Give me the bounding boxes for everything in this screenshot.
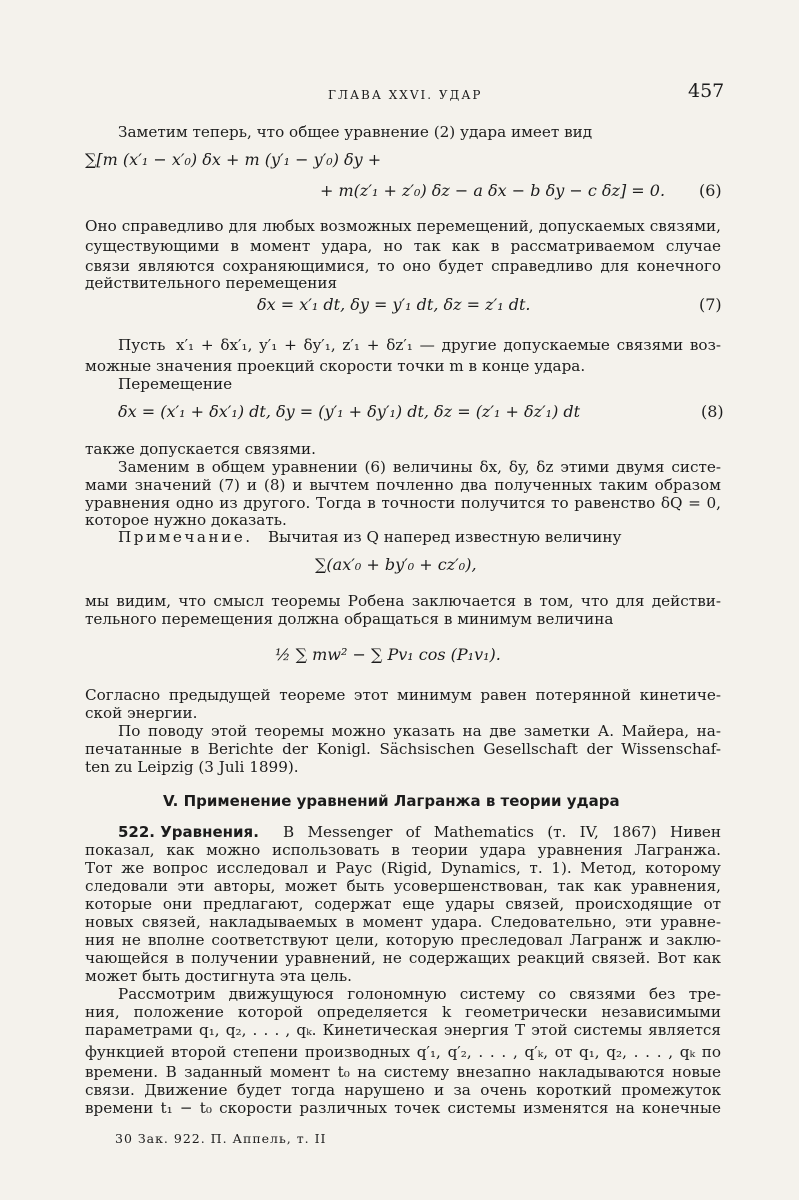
equation-known-sum: ∑(ax′₀ + by′₀ + cz′₀), xyxy=(315,555,477,574)
text-line: существующими в момент удара, но так как в рассматриваемом случае xyxy=(85,237,721,255)
text-fragment: Пусть xyxy=(118,336,166,354)
text-line: следовали эти авторы, может быть усовершенствован, так как уравнения, xyxy=(85,877,721,895)
text-line: Вычитая из Q наперед известную величину xyxy=(268,528,622,546)
text-line: Перемещение xyxy=(118,375,233,393)
text-line: Заметим теперь, что общее уравнение (2) удара имеет вид xyxy=(118,123,593,141)
text-line: времени. В заданный момент t₀ на систему внезапно накладываются новые xyxy=(85,1063,721,1081)
text-line: также допускается связями. xyxy=(85,440,316,458)
text-line: связи являются сохраняющимися, то оно будет справедливо для конечного xyxy=(85,257,721,275)
equation-6-line-1: ∑[m (x′₁ − x′₀) δx + m (y′₁ − y′₀) δy + xyxy=(85,150,382,169)
running-title: ГЛАВА XXVI. УДАР xyxy=(328,88,483,102)
text-line: ten zu Leipzig (3 Juli 1899). xyxy=(85,758,299,776)
text-line: печатанные в Berichte der Konigl. Sächsischen Gesellschaft der Wissenschaf- xyxy=(85,740,721,758)
text-line: тельного перемещения должна обращаться в минимум величина xyxy=(85,610,614,628)
text-line: ния не вполне соответствуют цели, которую преследовал Лагранж и заклю- xyxy=(85,931,721,949)
text-line: ской энергии. xyxy=(85,704,198,722)
text-line: мы видим, что смысл теоремы Робена заключается в том, что для действи- xyxy=(85,592,721,610)
text-line: которое нужно доказать. xyxy=(85,511,287,529)
footer-signature: 30 Зак. 922. П. Аппель, т. II xyxy=(115,1131,327,1146)
text-line: Заменим в общем уравнении (6) величины δx, δy, δz этими двумя систе- xyxy=(118,458,721,476)
text-line: Рассмотрим движущуюся голономную систему со связями без тре- xyxy=(118,985,721,1003)
equation-6-line-2: + m(z′₁ + z′₀) δz − a δx − b δy − c δz] = 0. xyxy=(320,181,666,200)
text-line: Тот же вопрос исследовал и Раус (Rigid, Dynamics, т. 1). Метод, которому xyxy=(85,859,721,877)
text-line: уравнения одно из другого. Тогда в точности получится то равенство δQ = 0, xyxy=(85,494,721,512)
text-line: Оно справедливо для любых возможных перемещений, допускаемых связями, xyxy=(85,217,721,235)
equation-number-7: (7) xyxy=(699,295,722,314)
text-line: x′₁ + δx′₁, y′₁ + δy′₁, z′₁ + δz′₁ — другие допускаемые связями воз- xyxy=(176,336,721,354)
text-line: чающейся в получении уравнений, не содержащих реакций связей. Вот как xyxy=(85,949,721,967)
text-line: Согласно предыдущей теореме этот минимум равен потерянной кинетиче- xyxy=(85,686,721,704)
text-line: параметрами q₁, q₂, . . . , qₖ. Кинетическая энергия T этой системы является xyxy=(85,1021,721,1039)
text-line: может быть достигнута эта цель. xyxy=(85,967,352,985)
equation-8: δx = (x′₁ + δx′₁) dt, δy = (y′₁ + δy′₁) dt, δz = (z′₁ + δz′₁) dt xyxy=(118,402,581,421)
equation-7: δx = x′₁ dt, δy = y′₁ dt, δz = z′₁ dt. xyxy=(257,295,531,314)
equation-number-8: (8) xyxy=(701,402,724,421)
text-line: функцией второй степени производных q′₁, q′₂, . . . , q′ₖ, от q₁, q₂, . . . , qₖ по xyxy=(85,1043,721,1061)
remark-label: Примечание. xyxy=(118,528,253,546)
text-line: можные значения проекций скорости точки m в конце удара. xyxy=(85,357,586,375)
text-line: новых связей, накладываемых в момент удара. Следовательно, эти уравне- xyxy=(85,913,721,931)
text-line: По поводу этой теоремы можно указать на две заметки А. Майера, на- xyxy=(118,722,721,740)
section-title: V. Применение уравнений Лагранжа в теории удара xyxy=(163,792,620,810)
text-line: ния, положение которой определяется k геометрически независимыми xyxy=(85,1003,721,1021)
text-line: действительного перемещения xyxy=(85,274,338,292)
equation-minimum: ½ ∑ mw² − ∑ Pv₁ cos (P₁v₁). xyxy=(275,645,501,664)
text-line: показал, как можно использовать в теории удара уравнения Лагранжа. xyxy=(85,841,721,859)
text-line: мами значений (7) и (8) и вычтем почленно два полученных таким образом xyxy=(85,476,721,494)
text-line: В Messenger of Mathematics (т. IV, 1867) Нивен xyxy=(283,823,721,841)
text-line: времени t₁ − t₀ скорости различных точек системы изменятся на конечные xyxy=(85,1099,721,1117)
text-line: связи. Движение будет тогда нарушено и за очень короткий промежуток xyxy=(85,1081,721,1099)
equation-number-6: (6) xyxy=(699,181,722,200)
page-number: 457 xyxy=(688,80,725,102)
paragraph-number: 522. Уравнения. xyxy=(118,823,259,841)
text-line: которые они предлагают, содержат еще удары связей, происходящие от xyxy=(85,895,721,913)
